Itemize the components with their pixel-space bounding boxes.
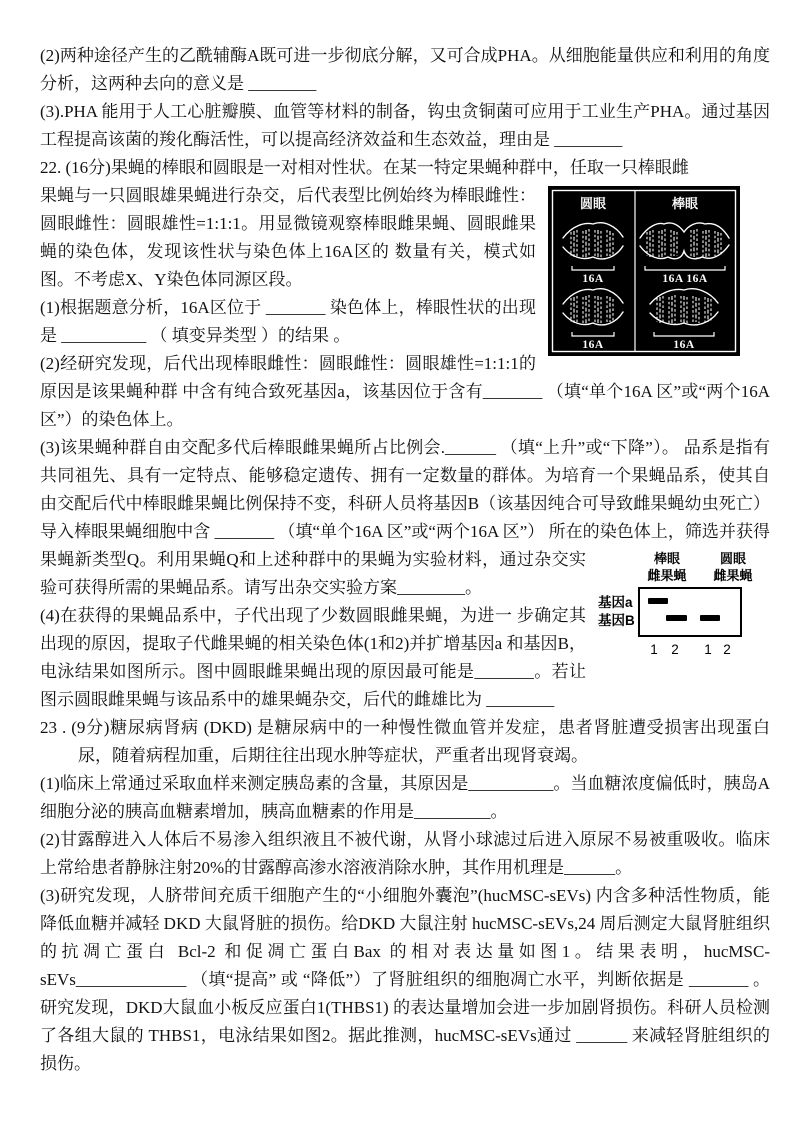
fly-panel-label-bar-eye: 棒眼 — [671, 196, 699, 211]
q21-part2: (2)两种途径产生的乙酰辅酶A既可进一步彻底分解，又可合成PHA。从细胞能量供应和利用的角度分析，这两种去向的意义是 ________ — [40, 46, 770, 93]
fly-caption-left-top: 16A — [582, 273, 604, 285]
q23-part3: (3)研究发现，人脐带间充质干细胞产生的“小细胞外囊泡”(hucMSC-sEVs) 内含多种活性物质，能降低血糖并减轻 DKD 大鼠肾脏的损伤。给DKD 大鼠注射 hucMSC-sEVs,24 周后测定大鼠肾脏组织的抗凋亡蛋白 Bcl-2 和促凋亡蛋白Bax 的相对表达量如图1。结果表明，hucMSC-sEVs_____________ （填“提高” 或 “降低”）了肾脏组织的细胞凋亡水平，判断依据是 _______ 。研究发现，DKD大鼠血小板反应蛋白1(THBS1) 的表达量增加会进一步加剧肾损伤。科研人员检测了各组大鼠的 THBS1，电泳结果如图2。据此推测，hucMSC-sEVs通过 ______ 来减轻肾脏组织的损伤。 — [40, 886, 770, 1073]
gel-column2-header-line2: 雌果蝇 — [713, 568, 753, 583]
q22-intro: 果蝇与一只圆眼雄果蝇进行杂交，后代表型比例始终为棒眼雌性：圆眼雌性：圆眼雄性=1:1:1。用显微镜观察棒眼雌果蝇、圆眼雌果蝇的染色体，发现该性状与染色体上16A区的 数量有关，模式如图。不考虑X、Y染色体同源区段。 — [40, 186, 536, 289]
gel-band-gene-b-lane3 — [700, 615, 720, 621]
q23-part1: (1)临床上常通过采取血样来测定胰岛素的含量，其原因是__________。当血糖浓度偏低时，胰岛A细胞分泌的胰高血糖素增加，胰高血糖素的作用是_________。 — [40, 774, 770, 821]
gel-column2-header — [700, 550, 766, 584]
q23-part2: (2)甘露醇进入人体后不易渗入组织液且不被代谢，从肾小球滤过后进入原尿不易被重吸收。临床上常给患者静脉注射20%的甘露醇高渗水溶液消除水肿，其作用机理是______。 — [40, 830, 770, 877]
gel-electrophoresis-figure — [598, 550, 770, 656]
q22-part4: (4)在获得的果蝇品系中，子代出现了少数圆眼雌果蝇，为进一 步确定其出现的原因，提取子代雌果蝇的相关染色体(1和2)并扩增基因a 和基因B，电泳结果如图所示。图中圆眼雌果蝇出现的原因最可能是_______。若让图示圆眼雌果蝇与该品系中的雄果蝇杂交，后代的雌雄比为 ________ — [40, 606, 586, 709]
gel-band-gene-b-lane2 — [666, 615, 687, 621]
q22-part2: (2)经研究发现，后代出现棒眼雌性：圆眼雌性：圆眼雄性=1:1:1的原因是该果蝇种群 中含有纯合致死基因a，该基因位于含有_______ （填“单个16A 区”或“两个16A区”）的染色体上。 — [40, 354, 770, 429]
gel-column1-header — [634, 550, 700, 584]
fly-caption-right-bottom: 16A — [673, 339, 695, 351]
gel-row-label-gene-b: 基因B — [598, 613, 635, 628]
gel-band-gene-a-lane1 — [648, 598, 668, 604]
q22-part3-text-b: 上，筛选并获得果蝇新类型Q。利用果蝇Q和上述种群中的果蝇为实验材料，通过杂交实验可获得所需的果蝇品系。请写出杂交实验方案________。 — [40, 522, 771, 597]
q22-part3-text-a: (3)该果蝇种群自由交配多代后棒眼雌果蝇所占比例会.______ （填“上升”或“下降”）。 品系是指有共同祖先、具有一定特点、能够稳定遗传、拥有一定数量的群体。为培育一个果蝇品系，使其自由交配后代中棒眼雌果蝇比例保持不变，科研人员将基因B（该基因纯合可导致雌果蝇幼虫死亡）导入棒眼果蝇细胞中含 _______ （填“单个16A 区”或“两个16A 区”） 所在的染色体 — [40, 438, 770, 541]
chromosome-figure-canvas — [548, 186, 740, 356]
gel-column1-header-line1: 棒眼 — [653, 551, 680, 566]
gel-lane-number-3: 1 — [704, 642, 712, 657]
fly-panel-label-round-eye: 圆眼 — [579, 196, 607, 211]
gel-row-label-gene-a: 基因a — [598, 595, 633, 610]
chromosome-16a-figure — [548, 186, 740, 356]
gel-lane-number-4: 2 — [723, 642, 731, 657]
gel-box — [638, 587, 742, 637]
fly-caption-right-top: 16A 16A — [662, 273, 708, 285]
q22-part1: (1)根据题意分析，16A区位于 _______ 染色体上，棒眼性状的出现是 __________ （ 填变异类型 ）的结果 。 — [40, 298, 536, 345]
q21-part3: (3).PHA 能用于人工心脏瓣膜、血管等材料的制备，钩虫贪铜菌可应用于工业生产PHA。通过基因工程提高该菌的羧化酶活性，可以提高经济效益和生态效益，理由是 ________ — [40, 102, 770, 149]
fly-caption-left-bottom: 16A — [582, 339, 604, 351]
q22-part3 — [40, 434, 771, 657]
gel-lane-number-2: 2 — [671, 642, 679, 657]
gel-column1-header-line2: 雌果蝇 — [647, 568, 687, 583]
q23-heading: 23 . (9分)糖尿病肾病 (DKD) 是糖尿病中的一种慢性微血管并发症，患者肾脏遭受损害出现蛋白尿，随着病程加重，后期往往出现水肿等症状，严重者出现肾衰竭。 — [40, 718, 770, 765]
gel-lane-number-1: 1 — [650, 642, 658, 657]
q22-heading: 22. (16分)果蝇的棒眼和圆眼是一对相对性状。在某一特定果蝇种群中，任取一只棒眼雌 — [40, 158, 689, 177]
gel-column2-header-line1: 圆眼 — [719, 551, 746, 566]
